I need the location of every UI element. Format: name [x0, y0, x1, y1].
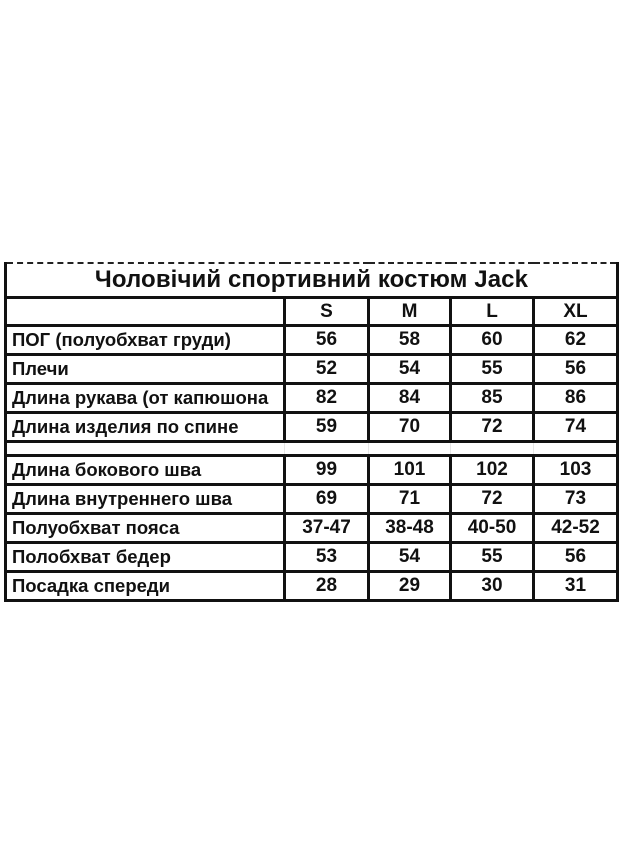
- value-cell: 28: [285, 572, 369, 601]
- table-row: [6, 572, 618, 601]
- spacer-cell: [6, 442, 285, 456]
- value-cell: 53: [285, 543, 369, 572]
- spacer-cell: [451, 442, 534, 456]
- value-cell: 69: [285, 485, 369, 514]
- value-cell: 73: [534, 485, 618, 514]
- value-cell: 85: [451, 384, 534, 413]
- value-cell: 86: [534, 384, 618, 413]
- value-cell: 56: [534, 543, 618, 572]
- value-cell: 99: [285, 456, 369, 485]
- value-cell: 56: [285, 326, 369, 355]
- value-cell: 72: [451, 413, 534, 442]
- spacer-row: [6, 442, 618, 456]
- value-cell: 59: [285, 413, 369, 442]
- header-blank-cell: [6, 298, 285, 326]
- value-cell: 30: [451, 572, 534, 601]
- value-cell: 55: [451, 543, 534, 572]
- size-chart-table: [4, 262, 619, 602]
- table-row: [6, 514, 618, 543]
- table-row: [6, 355, 618, 384]
- value-cell: 55: [451, 355, 534, 384]
- value-cell: 101: [369, 456, 451, 485]
- spacer-cell: [285, 442, 369, 456]
- value-cell: 71: [369, 485, 451, 514]
- table-row: [6, 326, 618, 355]
- size-header-xl: XL: [534, 298, 618, 326]
- value-cell: 42-52: [534, 514, 618, 543]
- table-row: [6, 456, 618, 485]
- row-label: Полобхват бедер: [6, 543, 285, 572]
- value-cell: 37-47: [285, 514, 369, 543]
- value-cell: 31: [534, 572, 618, 601]
- size-header-l: L: [451, 298, 534, 326]
- size-header-row: [6, 298, 618, 326]
- row-label: Плечи: [6, 355, 285, 384]
- value-cell: 58: [369, 326, 451, 355]
- table-row: [6, 413, 618, 442]
- title-row: [6, 263, 618, 298]
- value-cell: 72: [451, 485, 534, 514]
- value-cell: 60: [451, 326, 534, 355]
- table-row: [6, 485, 618, 514]
- value-cell: 102: [451, 456, 534, 485]
- size-header-m: M: [369, 298, 451, 326]
- row-label: Длина бокового шва: [6, 456, 285, 485]
- chart-title: Чоловічий спортивний костюм Jack: [6, 263, 618, 298]
- value-cell: 84: [369, 384, 451, 413]
- table-row: [6, 543, 618, 572]
- value-cell: 40-50: [451, 514, 534, 543]
- value-cell: 103: [534, 456, 618, 485]
- row-label: Полуобхват пояса: [6, 514, 285, 543]
- row-label: ПОГ (полуобхват груди): [6, 326, 285, 355]
- value-cell: 54: [369, 355, 451, 384]
- value-cell: 54: [369, 543, 451, 572]
- row-label: Длина изделия по спине: [6, 413, 285, 442]
- value-cell: 62: [534, 326, 618, 355]
- value-cell: 56: [534, 355, 618, 384]
- table-row: [6, 384, 618, 413]
- row-label: Длина рукава (от капюшона: [6, 384, 285, 413]
- row-label: Посадка спереди: [6, 572, 285, 601]
- value-cell: 52: [285, 355, 369, 384]
- value-cell: 38-48: [369, 514, 451, 543]
- value-cell: 29: [369, 572, 451, 601]
- spacer-cell: [369, 442, 451, 456]
- spacer-cell: [534, 442, 618, 456]
- value-cell: 82: [285, 384, 369, 413]
- value-cell: 70: [369, 413, 451, 442]
- row-label: Длина внутреннего шва: [6, 485, 285, 514]
- size-header-s: S: [285, 298, 369, 326]
- value-cell: 74: [534, 413, 618, 442]
